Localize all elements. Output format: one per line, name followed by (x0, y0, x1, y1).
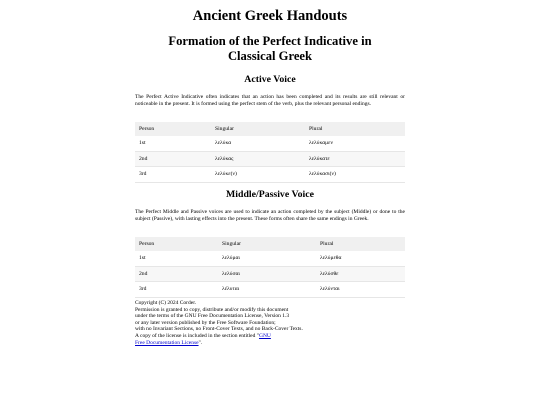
column-header-singular: Singular (211, 122, 305, 136)
copyright-line: Copyright (C) 2024 Corder. (135, 300, 197, 306)
table-row (135, 266, 405, 282)
person-cell: 3rd (135, 167, 211, 183)
license-link-part2[interactable]: Free Documentation License (135, 339, 199, 346)
license-link-line (135, 340, 405, 347)
site-title: Ancient Greek Handouts (192, 8, 348, 24)
singular-cell: λελύκε(ν) (211, 167, 305, 183)
person-cell: 2nd (135, 266, 218, 282)
singular-cell: λελύσαι (218, 266, 316, 282)
license-version-line: or any later version published by the Free Software Foundation; (135, 319, 276, 326)
column-header-person: Person (135, 237, 218, 251)
column-header-person: Person (135, 122, 211, 136)
middle-passive-voice-table (135, 237, 405, 298)
singular-cell: λέλυται (218, 282, 316, 298)
person-cell: 1st (135, 251, 218, 266)
column-header-plural: Plural (316, 237, 405, 251)
singular-cell: λελύκα (211, 136, 305, 151)
table-header-row (135, 237, 405, 251)
column-header-plural: Plural (305, 122, 405, 136)
singular-cell: λελύκας (211, 151, 305, 167)
singular-cell: λελύμαι (218, 251, 316, 266)
plural-cell: λελύσθε (316, 266, 405, 282)
table-row (135, 151, 405, 167)
license-copy-prefix: A copy of the license is included in the section entitled " (135, 332, 259, 339)
person-cell: 1st (135, 136, 211, 151)
page-title-text: Formation of the Perfect Indicative in Classical Greek (168, 34, 372, 63)
middle-passive-voice-description: The Perfect Middle and Passive voices are used to indicate an action completed by the subject (Middle) or done to the subject (Passive), with lasting effects into the present. These forms often share the same endings in Greek. (135, 209, 405, 222)
table-row (135, 167, 405, 183)
plural-cell: λελύκασι(ν) (305, 167, 405, 183)
invariant-sections-line: with no Invariant Sections, no Front-Cover Texts, and no Back-Cover Texts. (135, 326, 303, 333)
table-row (135, 282, 405, 298)
license-copy-suffix: ". (198, 339, 203, 346)
table-row (135, 136, 405, 151)
page-title (0, 34, 540, 64)
person-cell: 3rd (135, 282, 218, 298)
permission-line: Permission is granted to copy, distribute and/or modify this document (135, 306, 289, 313)
table-header-row (135, 122, 405, 136)
active-voice-table (135, 122, 405, 183)
active-voice-description: The Perfect Active Indicative often indicates that an action has been completed and its results are still relevant or noticeable in the present. It is formed using the perfect stem of the verb, plus the relevant personal endings. (135, 94, 405, 107)
table-row (135, 251, 405, 266)
plural-cell: λελύνται (316, 282, 405, 298)
middle-passive-voice-heading: Middle/Passive Voice (226, 189, 314, 200)
license-copy-line (135, 333, 405, 340)
plural-cell: λελύμεθα (316, 251, 405, 266)
license-terms-line: under the terms of the GNU Free Documentation License, Version 1.3 (135, 313, 290, 320)
person-cell: 2nd (135, 151, 211, 167)
plural-cell: λελύκαμεν (305, 136, 405, 151)
column-header-singular: Singular (218, 237, 316, 251)
plural-cell: λελύκατε (305, 151, 405, 167)
active-voice-heading: Active Voice (244, 74, 296, 85)
license-link-part1[interactable]: GNU (258, 332, 271, 339)
copyright-notice (135, 300, 405, 346)
